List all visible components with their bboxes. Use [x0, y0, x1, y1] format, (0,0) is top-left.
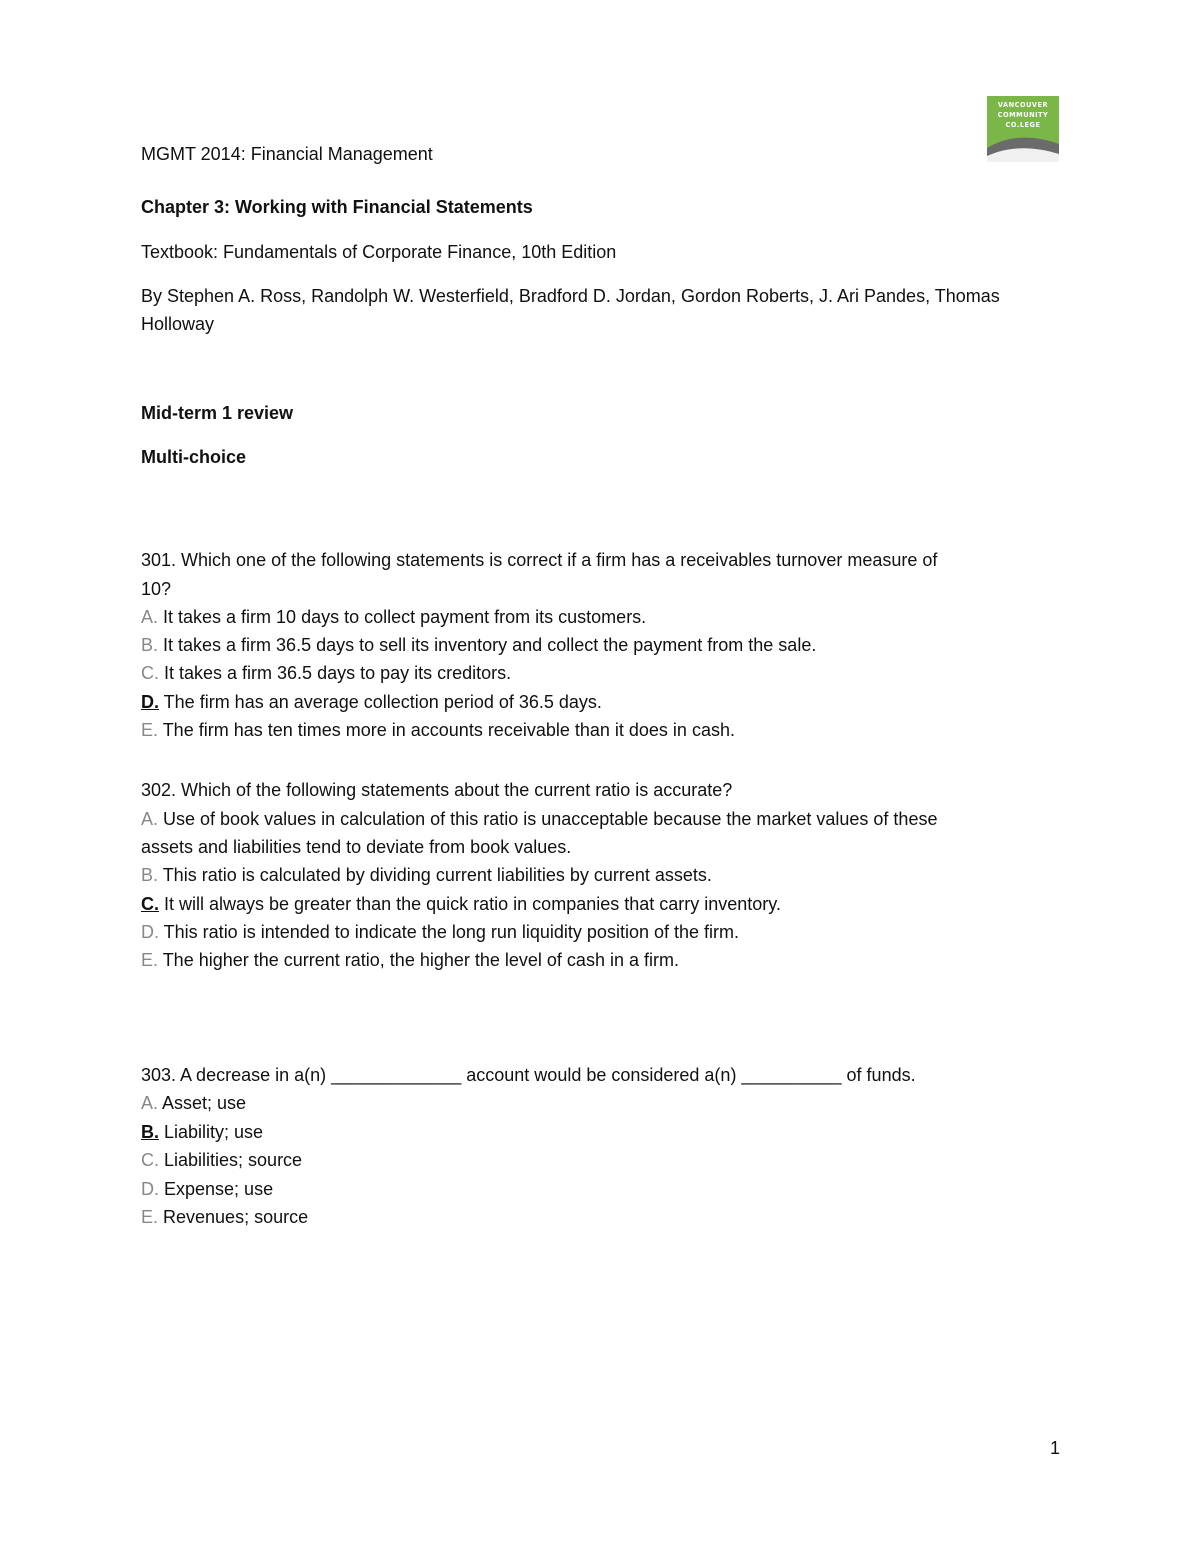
logo-line: CO.LEGE	[1005, 121, 1041, 129]
question-303-stem: 303. A decrease in a(n) _____________ account would be considered a(n) __________ of funds.	[141, 1065, 916, 1085]
option-text: Liabilities; source	[159, 1150, 303, 1170]
logo-line: VANCOUVER	[997, 101, 1049, 109]
page-number: 1	[1049, 1438, 1060, 1458]
option-text: The firm has ten times more in accounts receivable than it does in cash.	[158, 720, 735, 740]
option-text: Use of book values in calculation of this ratio is unacceptable because the market values of these	[158, 809, 938, 829]
option-item	[141, 1175, 273, 1203]
question-301-stem-cont: 10?	[141, 579, 172, 599]
option-letter: A.	[141, 607, 159, 627]
option-item	[141, 861, 712, 889]
option-item	[141, 1203, 308, 1231]
option-item	[141, 946, 679, 974]
option-text: The firm has an average collection period of 36.5 days.	[159, 692, 602, 712]
question-type: Multi-choice	[141, 447, 247, 467]
option-letter: C.	[141, 1150, 159, 1170]
option-letter: D.	[141, 922, 159, 942]
option-item-correct	[141, 890, 781, 918]
option-text: The higher the current ratio, the higher the level of cash in a firm.	[158, 950, 679, 970]
option-item	[141, 918, 739, 946]
option-letter: B.	[141, 635, 159, 655]
logo-line: COMMUNITY	[997, 111, 1049, 119]
option-item	[141, 603, 646, 631]
option-item	[141, 805, 937, 833]
college-logo	[987, 96, 1059, 162]
option-text: It takes a firm 10 days to collect payment from its customers.	[158, 607, 647, 627]
review-title: Mid-term 1 review	[141, 403, 294, 423]
option-text: It takes a firm 36.5 days to pay its creditors.	[159, 663, 512, 683]
chapter-title: Chapter 3: Working with Financial Statements	[141, 197, 533, 217]
option-item-correct	[141, 1118, 263, 1146]
option-text: Liability; use	[159, 1122, 264, 1142]
option-letter: C.	[141, 663, 159, 683]
option-text: Expense; use	[159, 1179, 274, 1199]
authors-line-1: By Stephen A. Ross, Randolph W. Westerfield, Bradford D. Jordan, Gordon Roberts, J. Ari Pandes, Thomas	[141, 286, 1000, 306]
authors-line-2: Holloway	[141, 314, 215, 334]
option-item	[141, 1089, 246, 1117]
option-text: It will always be greater than the quick ratio in companies that carry inventory.	[159, 894, 781, 914]
option-text-cont: assets and liabilities tend to deviate from book values.	[141, 837, 572, 857]
question-302-stem: 302. Which of the following statements about the current ratio is accurate?	[141, 780, 733, 800]
option-item	[141, 716, 735, 744]
option-text: It takes a firm 36.5 days to sell its inventory and collect the payment from the sale.	[158, 635, 817, 655]
option-letter: E.	[141, 1207, 159, 1227]
correct-option-letter: D.	[141, 692, 159, 712]
option-letter: D.	[141, 1179, 159, 1199]
course-title: MGMT 2014: Financial Management	[141, 144, 433, 164]
logo-text	[987, 100, 1059, 130]
correct-option-letter: B.	[141, 1122, 159, 1142]
option-text: Revenues; source	[158, 1207, 309, 1227]
option-letter: B.	[141, 865, 159, 885]
question-301-stem: 301. Which one of the following statements is correct if a firm has a receivables turnover measure of	[141, 550, 938, 570]
correct-option-letter: C.	[141, 894, 159, 914]
option-text: Asset; use	[158, 1093, 247, 1113]
option-text: This ratio is calculated by dividing current liabilities by current assets.	[158, 865, 712, 885]
option-letter: E.	[141, 950, 159, 970]
option-item	[141, 659, 511, 687]
option-item	[141, 1146, 302, 1174]
option-item	[141, 631, 816, 659]
option-letter: A.	[141, 809, 159, 829]
option-letter: E.	[141, 720, 159, 740]
textbook-line: Textbook: Fundamentals of Corporate Finance, 10th Edition	[141, 242, 617, 262]
option-item-correct	[141, 688, 602, 716]
option-letter: A.	[141, 1093, 159, 1113]
option-text: This ratio is intended to indicate the long run liquidity position of the firm.	[159, 922, 739, 942]
